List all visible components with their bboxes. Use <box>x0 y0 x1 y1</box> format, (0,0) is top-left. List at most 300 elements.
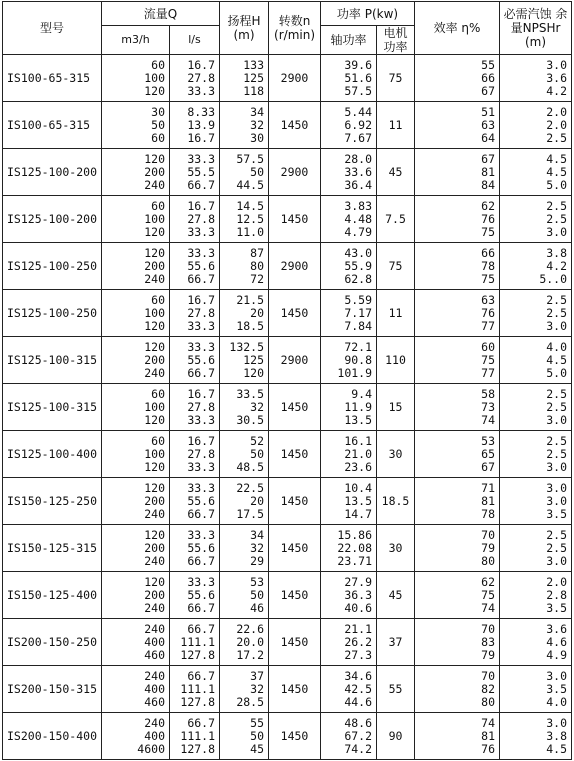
shaft-value: 34.6 <box>344 668 373 683</box>
cell-motor <box>377 478 415 525</box>
cell-head <box>220 243 269 290</box>
npsh-value: 2.5 <box>546 399 568 414</box>
q-ls-value: 33.3 <box>187 480 216 495</box>
eff-value: 62 <box>481 574 496 589</box>
shaft-value: 90.8 <box>344 352 373 367</box>
head-value: 17.5 <box>236 506 265 521</box>
shaft-value: 10.4 <box>344 480 373 495</box>
eff-value: 78 <box>481 506 496 521</box>
shaft-value: 4.79 <box>344 224 373 239</box>
cell-shaft <box>321 619 377 666</box>
head-value: 57.5 <box>236 151 265 166</box>
eff-value: 77 <box>481 365 496 380</box>
shaft-power-header: 轴功率 <box>321 26 377 55</box>
cell-model <box>3 337 102 384</box>
cell-q-ls <box>170 713 220 760</box>
q-ls-value: 66.7 <box>187 506 216 521</box>
cell-shaft <box>321 384 377 431</box>
head-value: 125 <box>243 352 265 367</box>
speed-value: 1450 <box>280 541 309 555</box>
shaft-value: 51.6 <box>344 70 373 85</box>
q-ls-value: 66.7 <box>187 271 216 286</box>
cell-npsh <box>500 666 572 713</box>
head-value: 11.0 <box>236 224 265 239</box>
shaft-value: 5.59 <box>344 292 373 307</box>
eff-value: 75 <box>481 352 496 367</box>
motor-value: 30 <box>388 447 403 461</box>
shaft-value: 39.6 <box>344 57 373 72</box>
eff-value: 74 <box>481 412 496 427</box>
cell-model <box>3 102 102 149</box>
cell-q-ls <box>170 243 220 290</box>
cell-head <box>220 666 269 713</box>
eff-value: 83 <box>481 634 496 649</box>
head-value: 37 <box>250 668 265 683</box>
model-value: IS150-125-400 <box>7 588 98 602</box>
cell-npsh <box>500 55 572 102</box>
shaft-value: 23.6 <box>344 459 373 474</box>
cell-q-m3h <box>102 196 170 243</box>
speed-value: 2900 <box>280 71 309 85</box>
head-value: 44.5 <box>236 177 265 192</box>
motor-value: 15 <box>388 400 403 414</box>
power-header: 功率 P(kw) <box>321 2 415 26</box>
q-ls-value: 66.7 <box>187 668 216 683</box>
cell-npsh <box>500 337 572 384</box>
head-value: 34 <box>250 104 265 119</box>
motor-value: 18.5 <box>381 494 410 508</box>
cell-eff <box>415 196 500 243</box>
npsh-value: 2.0 <box>546 574 568 589</box>
q-ls-value: 55.6 <box>187 352 216 367</box>
flow-header: 流量Q <box>102 2 220 26</box>
q-m3h-value: 200 <box>144 258 165 273</box>
efficiency-unit: η% <box>461 21 481 35</box>
q-ls-value: 111.1 <box>180 728 216 743</box>
npsh-value: 4.5 <box>546 352 568 367</box>
npsh-value: 3.5 <box>546 681 568 696</box>
cell-q-m3h <box>102 431 170 478</box>
cell-model <box>3 243 102 290</box>
eff-value: 66 <box>481 70 496 85</box>
table-row <box>3 478 572 525</box>
speed-label: 转数n <box>278 14 311 28</box>
shaft-value: 3.83 <box>344 198 373 213</box>
cell-speed <box>269 572 321 619</box>
eff-value: 81 <box>481 728 496 743</box>
eff-value: 66 <box>481 245 496 260</box>
shaft-value: 101.9 <box>337 365 373 380</box>
cell-head <box>220 196 269 243</box>
q-m3h-value: 60 <box>151 386 165 401</box>
model-value: IS100-65-315 <box>7 118 91 132</box>
head-value: 33.5 <box>236 386 265 401</box>
q-m3h-value: 240 <box>144 600 165 615</box>
head-value: 50 <box>250 164 265 179</box>
npsh-value: 4.5 <box>546 741 568 756</box>
q-ls-value: 33.3 <box>187 151 216 166</box>
cell-motor <box>377 619 415 666</box>
shaft-value: 13.5 <box>344 412 373 427</box>
eff-value: 79 <box>481 647 496 662</box>
cell-q-ls <box>170 572 220 619</box>
head-value: 28.5 <box>236 694 265 709</box>
cell-motor <box>377 666 415 713</box>
eff-value: 71 <box>481 480 496 495</box>
eff-value: 63 <box>481 292 496 307</box>
q-m3h-value: 100 <box>144 446 165 461</box>
eff-value: 63 <box>481 117 496 132</box>
cell-eff <box>415 290 500 337</box>
head-value: 32 <box>250 681 265 696</box>
npsh-value: 3.5 <box>546 506 568 521</box>
cell-q-ls <box>170 431 220 478</box>
cell-q-m3h <box>102 384 170 431</box>
cell-q-ls <box>170 478 220 525</box>
npsh-value: 3.0 <box>546 715 568 730</box>
motor-power-header <box>377 26 415 55</box>
cell-speed <box>269 243 321 290</box>
npsh-value: 3.6 <box>546 70 568 85</box>
shaft-value: 9.4 <box>351 386 373 401</box>
table-row <box>3 384 572 431</box>
cell-shaft <box>321 431 377 478</box>
npsh-value: 2.5 <box>546 305 568 320</box>
cell-shaft <box>321 337 377 384</box>
eff-value: 74 <box>481 600 496 615</box>
cell-npsh <box>500 572 572 619</box>
shaft-value: 7.84 <box>344 318 373 333</box>
cell-model <box>3 149 102 196</box>
eff-value: 67 <box>481 459 496 474</box>
speed-value: 1450 <box>280 588 309 602</box>
cell-shaft <box>321 243 377 290</box>
cell-model <box>3 619 102 666</box>
shaft-value: 62.8 <box>344 271 373 286</box>
head-value: 22.5 <box>236 480 265 495</box>
shaft-value: 7.17 <box>344 305 373 320</box>
cell-speed <box>269 525 321 572</box>
shaft-value: 67.2 <box>344 728 373 743</box>
eff-value: 77 <box>481 318 496 333</box>
cell-q-m3h <box>102 337 170 384</box>
speed-value: 2900 <box>280 165 309 179</box>
motor-value: 11 <box>388 118 403 132</box>
cell-shaft <box>321 102 377 149</box>
head-value: 55 <box>250 715 265 730</box>
table-row <box>3 619 572 666</box>
table-row <box>3 149 572 196</box>
shaft-value: 55.9 <box>344 258 373 273</box>
cell-q-m3h <box>102 290 170 337</box>
q-m3h-value: 30 <box>151 104 165 119</box>
table-row <box>3 243 572 290</box>
cell-q-ls <box>170 337 220 384</box>
table-row <box>3 572 572 619</box>
cell-q-ls <box>170 102 220 149</box>
head-value: 87 <box>250 245 265 260</box>
eff-value: 76 <box>481 305 496 320</box>
q-ls-value: 16.7 <box>187 130 216 145</box>
cell-shaft <box>321 713 377 760</box>
npsh-value: 3.0 <box>546 553 568 568</box>
head-value: 12.5 <box>236 211 265 226</box>
cell-shaft <box>321 525 377 572</box>
cell-head <box>220 431 269 478</box>
cell-q-ls <box>170 196 220 243</box>
motor-value: 75 <box>388 259 403 273</box>
cell-npsh <box>500 431 572 478</box>
q-m3h-value: 120 <box>144 574 165 589</box>
cell-npsh <box>500 243 572 290</box>
model-value: IS150-125-250 <box>7 494 98 508</box>
cell-model <box>3 478 102 525</box>
q-ls-value: 127.8 <box>180 741 216 756</box>
q-ls-value: 16.7 <box>187 292 216 307</box>
q-m3h-value: 240 <box>144 177 165 192</box>
model-header: 型号 <box>3 2 102 55</box>
q-m3h-value: 60 <box>151 198 165 213</box>
q-ls-value: 27.8 <box>187 211 216 226</box>
head-value: 125 <box>243 70 265 85</box>
shaft-value: 22.08 <box>337 540 373 555</box>
q-m3h-value: 60 <box>151 57 165 72</box>
q-ls-value: 66.7 <box>187 621 216 636</box>
shaft-value: 36.3 <box>344 587 373 602</box>
table-row <box>3 666 572 713</box>
motor-value: 7.5 <box>385 212 406 226</box>
q-ls-value: 33.3 <box>187 527 216 542</box>
table-row <box>3 196 572 243</box>
cell-model <box>3 55 102 102</box>
efficiency-label: 效率 <box>433 21 458 35</box>
cell-model <box>3 384 102 431</box>
cell-eff <box>415 431 500 478</box>
npsh-value: 3.5 <box>546 600 568 615</box>
eff-value: 70 <box>481 621 496 636</box>
model-value: IS125-100-400 <box>7 447 98 461</box>
eff-value: 55 <box>481 57 496 72</box>
cell-q-m3h <box>102 243 170 290</box>
q-ls-value: 33.3 <box>187 318 216 333</box>
head-value: 30 <box>250 130 265 145</box>
cell-shaft <box>321 572 377 619</box>
q-m3h-value: 240 <box>144 668 165 683</box>
cell-eff <box>415 149 500 196</box>
q-ls-value: 27.8 <box>187 446 216 461</box>
cell-q-ls <box>170 149 220 196</box>
cell-q-ls <box>170 666 220 713</box>
q-ls-value: 13.9 <box>187 117 216 132</box>
npsh-value: 3.0 <box>546 224 568 239</box>
q-m3h-value: 100 <box>144 211 165 226</box>
eff-value: 70 <box>481 527 496 542</box>
npsh-value: 3.0 <box>546 57 568 72</box>
shaft-value: 26.2 <box>344 634 373 649</box>
eff-value: 67 <box>481 151 496 166</box>
eff-value: 78 <box>481 258 496 273</box>
shaft-value: 40.6 <box>344 600 373 615</box>
cell-speed <box>269 713 321 760</box>
table-row <box>3 290 572 337</box>
npsh-value: 2.5 <box>546 292 568 307</box>
cell-head <box>220 149 269 196</box>
shaft-value: 28.0 <box>344 151 373 166</box>
q-ls-value: 33.3 <box>187 574 216 589</box>
cell-eff <box>415 478 500 525</box>
model-value: IS200-150-315 <box>7 682 98 696</box>
model-value: IS200-150-400 <box>7 729 98 743</box>
q-ls-value: 27.8 <box>187 305 216 320</box>
npsh-value: 5.0 <box>546 365 568 380</box>
shaft-value: 27.9 <box>344 574 373 589</box>
cell-shaft <box>321 478 377 525</box>
cell-q-ls <box>170 55 220 102</box>
motor-value: 110 <box>385 353 406 367</box>
motor-power-label-2: 功率 <box>383 40 408 54</box>
cell-speed <box>269 102 321 149</box>
npsh-value: 3.0 <box>546 668 568 683</box>
cell-shaft <box>321 666 377 713</box>
q-m3h-value: 120 <box>144 339 165 354</box>
q-ls-value: 16.7 <box>187 198 216 213</box>
q-m3h-value: 100 <box>144 399 165 414</box>
q-m3h-value: 400 <box>144 634 165 649</box>
pump-spec-table <box>2 1 572 760</box>
cell-q-m3h <box>102 666 170 713</box>
q-m3h-value: 120 <box>144 318 165 333</box>
cell-npsh <box>500 619 572 666</box>
eff-value: 75 <box>481 224 496 239</box>
npsh-value: 3.0 <box>546 318 568 333</box>
cell-shaft <box>321 196 377 243</box>
npsh-value: 3.0 <box>546 412 568 427</box>
cell-eff <box>415 525 500 572</box>
shaft-value: 23.71 <box>337 553 373 568</box>
q-ls-value: 66.7 <box>187 715 216 730</box>
shaft-value: 5.44 <box>344 104 373 119</box>
q-ls-value: 66.7 <box>187 600 216 615</box>
q-m3h-value: 200 <box>144 540 165 555</box>
shaft-value: 7.67 <box>344 130 373 145</box>
cell-model <box>3 572 102 619</box>
npsh-value: 3.0 <box>546 459 568 474</box>
cell-head <box>220 572 269 619</box>
q-ls-value: 33.3 <box>187 224 216 239</box>
shaft-value: 14.7 <box>344 506 373 521</box>
head-value: 80 <box>250 258 265 273</box>
head-value: 29 <box>250 553 265 568</box>
cell-speed <box>269 337 321 384</box>
cell-npsh <box>500 384 572 431</box>
head-value: 20.0 <box>236 634 265 649</box>
cell-motor <box>377 713 415 760</box>
eff-value: 64 <box>481 130 496 145</box>
npsh-value: 2.5 <box>546 433 568 448</box>
eff-value: 80 <box>481 694 496 709</box>
head-value: 32 <box>250 117 265 132</box>
cell-head <box>220 384 269 431</box>
head-value: 50 <box>250 446 265 461</box>
efficiency-header <box>415 2 500 55</box>
motor-value: 75 <box>388 71 403 85</box>
cell-npsh <box>500 290 572 337</box>
cell-head <box>220 713 269 760</box>
eff-value: 70 <box>481 668 496 683</box>
cell-q-m3h <box>102 619 170 666</box>
cell-q-ls <box>170 384 220 431</box>
speed-value: 1450 <box>280 118 309 132</box>
q-ls-value: 55.5 <box>187 164 216 179</box>
cell-motor <box>377 337 415 384</box>
shaft-value: 27.3 <box>344 647 373 662</box>
npsh-value: 3.0 <box>546 493 568 508</box>
npsh-value: 5..0 <box>539 271 568 286</box>
q-ls-value: 27.8 <box>187 399 216 414</box>
shaft-value: 13.5 <box>344 493 373 508</box>
q-ls-value: 33.3 <box>187 245 216 260</box>
q-m3h-value: 100 <box>144 70 165 85</box>
eff-value: 79 <box>481 540 496 555</box>
npsh-value: 2.5 <box>546 446 568 461</box>
q-m3h-value: 200 <box>144 587 165 602</box>
cell-motor <box>377 572 415 619</box>
cell-q-ls <box>170 619 220 666</box>
cell-q-m3h <box>102 478 170 525</box>
head-value: 120 <box>243 365 265 380</box>
cell-shaft <box>321 290 377 337</box>
shaft-value: 57.5 <box>344 83 373 98</box>
q-ls-value: 33.3 <box>187 459 216 474</box>
speed-value: 1450 <box>280 682 309 696</box>
head-label: 扬程H <box>227 14 261 28</box>
q-m3h-value: 120 <box>144 224 165 239</box>
q-m3h-value: 120 <box>144 480 165 495</box>
cell-motor <box>377 102 415 149</box>
npsh-value: 4.2 <box>546 258 568 273</box>
table-row <box>3 431 572 478</box>
npsh-label-1: 必需汽蚀 <box>503 7 552 21</box>
q-ls-value: 16.7 <box>187 57 216 72</box>
model-value: IS150-125-315 <box>7 541 98 555</box>
table-row <box>3 102 572 149</box>
cell-head <box>220 619 269 666</box>
cell-speed <box>269 55 321 102</box>
head-unit: (m) <box>233 28 255 42</box>
q-m3h-value: 120 <box>144 151 165 166</box>
cell-motor <box>377 243 415 290</box>
q-m3h-value: 120 <box>144 459 165 474</box>
head-value: 50 <box>250 587 265 602</box>
head-value: 20 <box>250 493 265 508</box>
q-ls-value: 27.8 <box>187 70 216 85</box>
cell-head <box>220 525 269 572</box>
q-m3h-value: 50 <box>151 117 165 132</box>
head-value: 53 <box>250 574 265 589</box>
shaft-value: 11.9 <box>344 399 373 414</box>
head-value: 18.5 <box>236 318 265 333</box>
cell-npsh <box>500 149 572 196</box>
cell-speed <box>269 619 321 666</box>
npsh-value: 2.8 <box>546 587 568 602</box>
motor-value: 90 <box>388 729 403 743</box>
head-value: 14.5 <box>236 198 265 213</box>
head-value: 22.6 <box>236 621 265 636</box>
npsh-value: 4.5 <box>546 164 568 179</box>
npsh-value: 2.0 <box>546 117 568 132</box>
q-m3h-value: 120 <box>144 245 165 260</box>
npsh-value: 4.5 <box>546 151 568 166</box>
